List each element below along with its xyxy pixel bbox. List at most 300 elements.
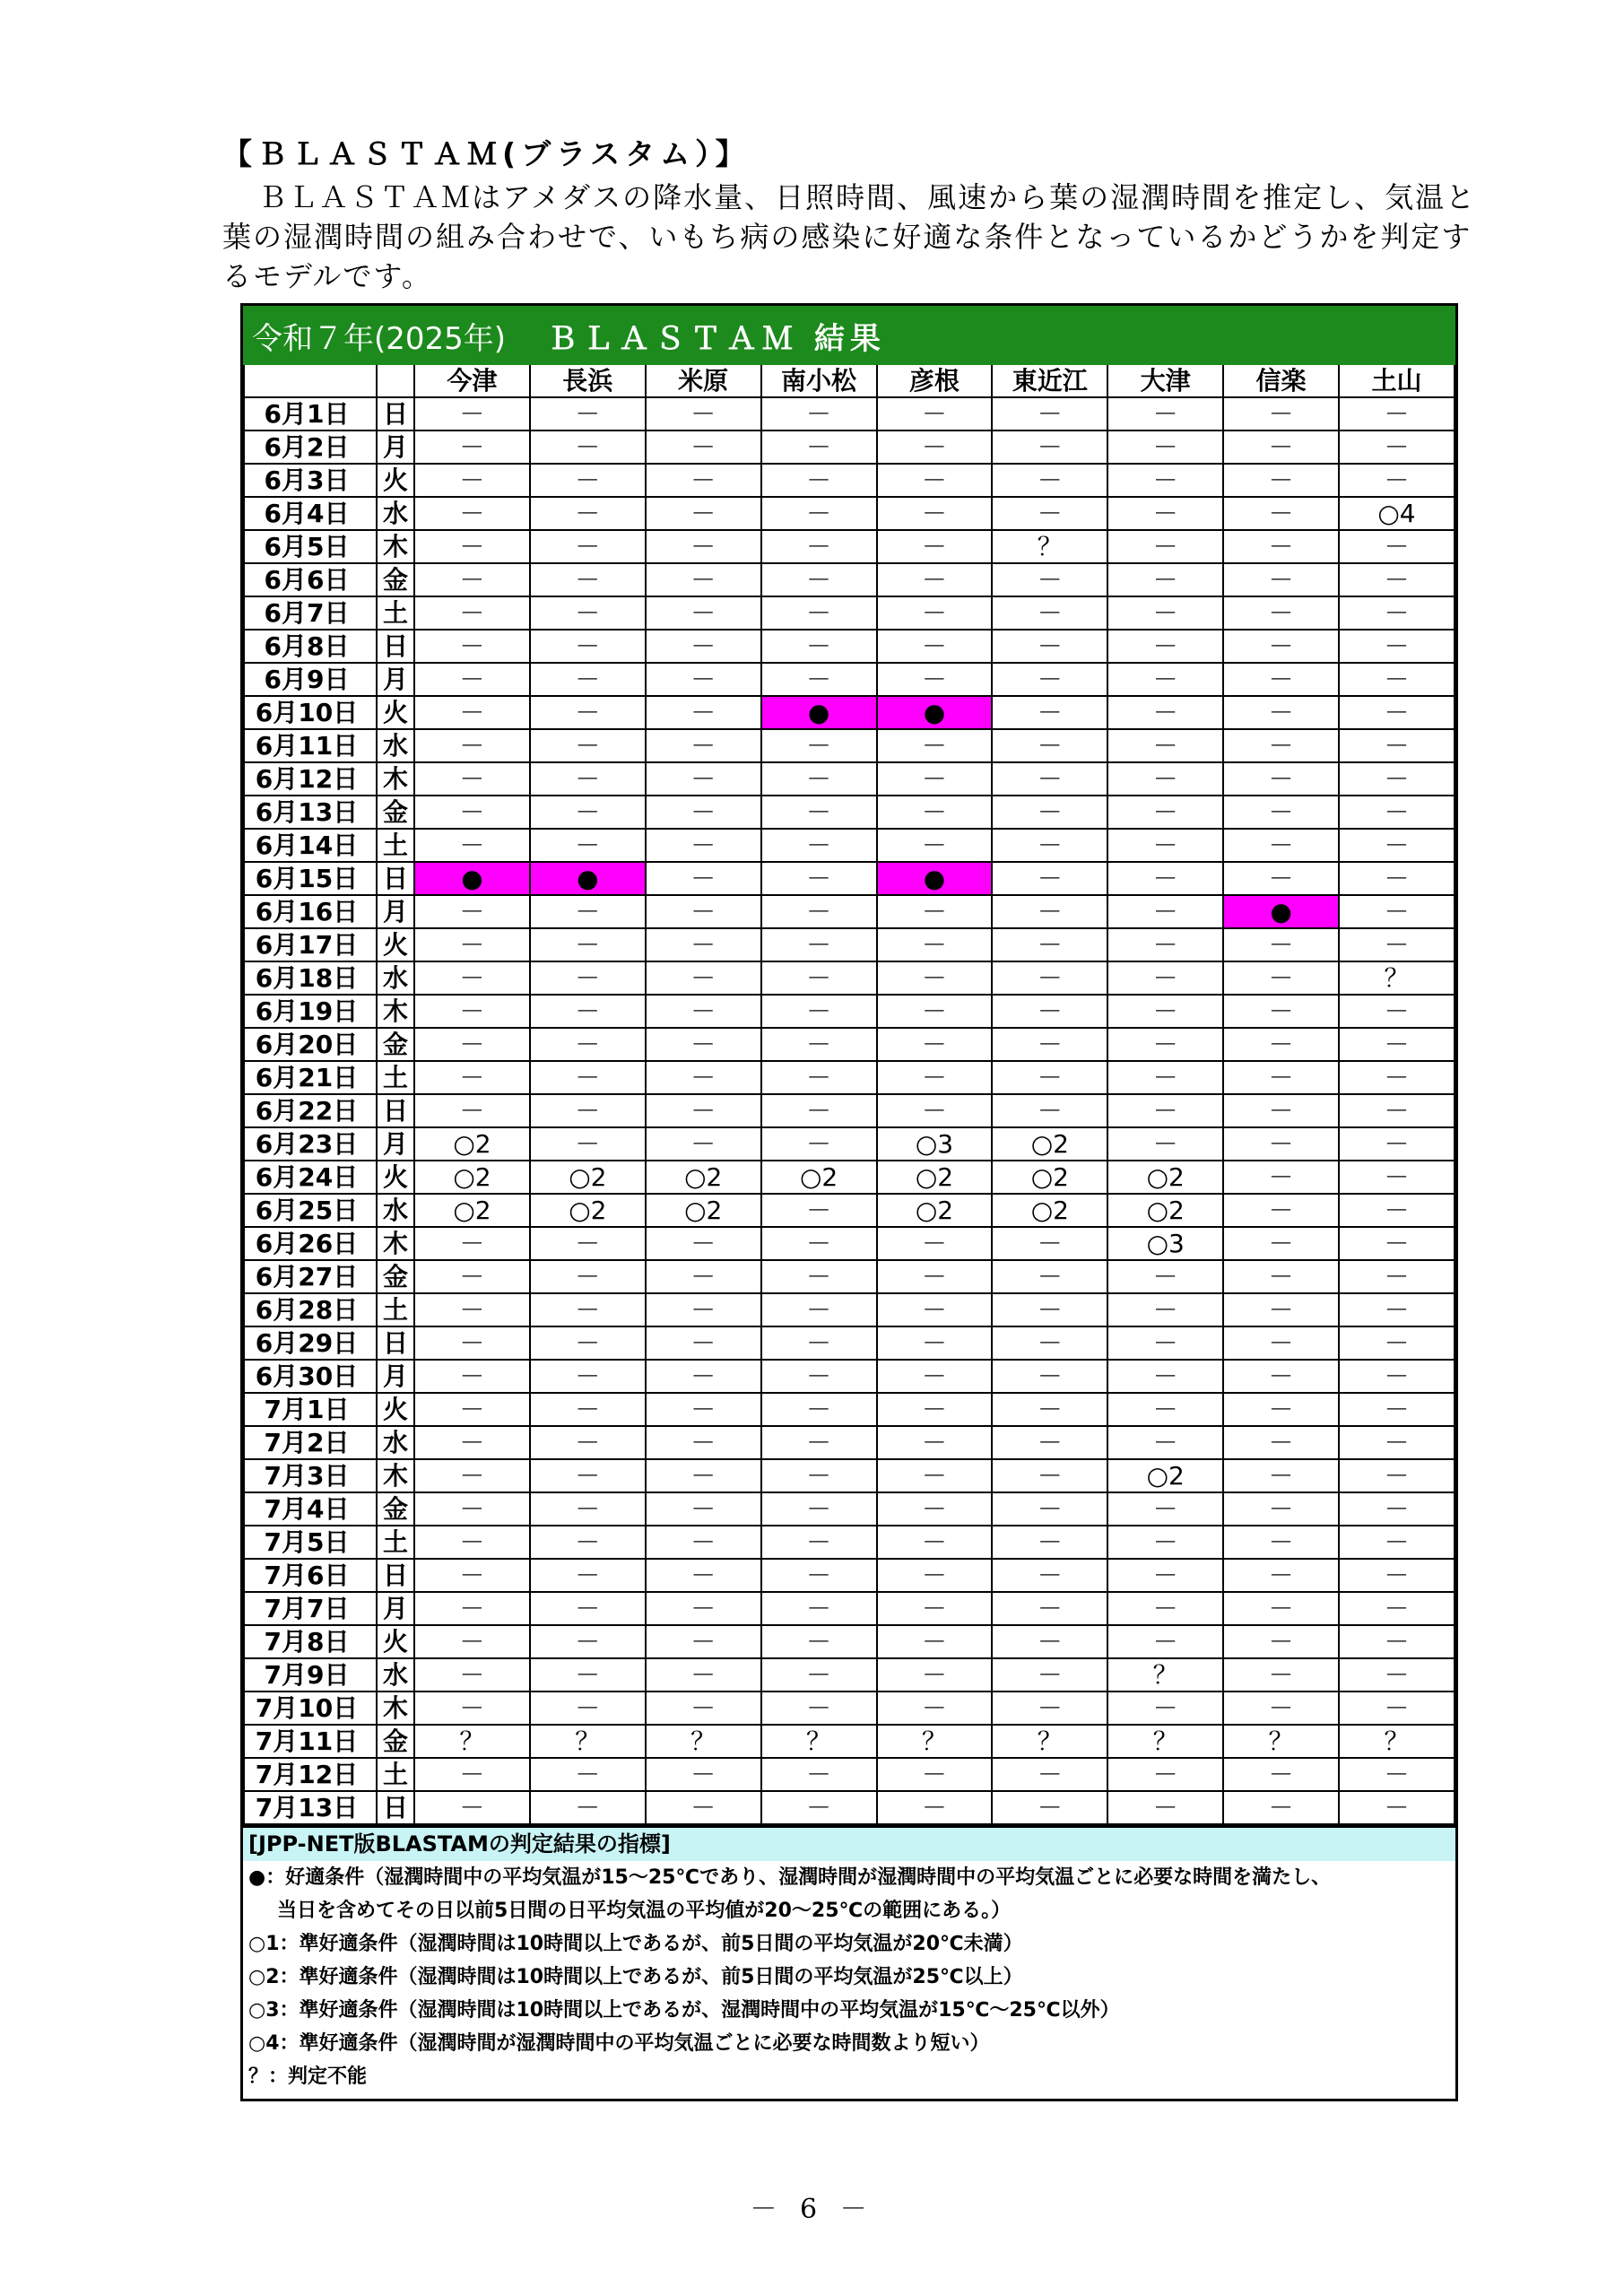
result-cell: － bbox=[1339, 1658, 1455, 1692]
result-cell: ○3 bbox=[1107, 1227, 1223, 1260]
weekday-cell: 金 bbox=[377, 1028, 414, 1061]
table-row bbox=[244, 1227, 1455, 1260]
result-cell: － bbox=[761, 1692, 877, 1725]
blastam-results-figure bbox=[240, 303, 1458, 2101]
result-cell: － bbox=[992, 1227, 1107, 1260]
weekday-cell: 土 bbox=[377, 596, 414, 630]
result-cell: － bbox=[1107, 1692, 1223, 1725]
result-cell: － bbox=[992, 1625, 1107, 1658]
date-cell: 6月19日 bbox=[244, 995, 377, 1028]
result-cell: － bbox=[992, 1393, 1107, 1426]
station-header-cell: 長浜 bbox=[530, 365, 646, 397]
result-cell: － bbox=[1107, 995, 1223, 1028]
table-row bbox=[244, 796, 1455, 829]
result-cell: ● bbox=[877, 696, 993, 729]
result-cell: － bbox=[992, 696, 1107, 729]
result-cell: － bbox=[877, 563, 993, 596]
weekday-cell: 金 bbox=[377, 563, 414, 596]
result-cell: － bbox=[1223, 596, 1339, 630]
result-cell: － bbox=[646, 928, 761, 961]
result-cell: － bbox=[877, 1326, 993, 1360]
date-cell: 7月13日 bbox=[244, 1791, 377, 1824]
result-cell: － bbox=[761, 1526, 877, 1559]
table-row bbox=[244, 464, 1455, 497]
result-cell: － bbox=[414, 1028, 530, 1061]
result-cell: ● bbox=[761, 696, 877, 729]
result-cell: － bbox=[761, 1592, 877, 1625]
result-cell: － bbox=[992, 1360, 1107, 1393]
weekday-cell: 火 bbox=[377, 928, 414, 961]
date-cell: 6月4日 bbox=[244, 497, 377, 530]
result-cell: － bbox=[414, 1758, 530, 1791]
result-cell: － bbox=[992, 729, 1107, 762]
result-cell: － bbox=[1107, 796, 1223, 829]
result-cell: － bbox=[992, 1526, 1107, 1559]
result-cell: － bbox=[646, 1459, 761, 1492]
result-cell: － bbox=[414, 1559, 530, 1592]
result-cell: － bbox=[646, 563, 761, 596]
weekday-cell: 土 bbox=[377, 829, 414, 862]
table-row bbox=[244, 1692, 1455, 1725]
result-cell: － bbox=[992, 1492, 1107, 1526]
result-cell: － bbox=[761, 1127, 877, 1161]
result-cell: － bbox=[761, 1393, 877, 1426]
result-cell: － bbox=[877, 1658, 993, 1692]
result-cell: － bbox=[1107, 1326, 1223, 1360]
date-cell: 7月11日 bbox=[244, 1725, 377, 1758]
result-cell: － bbox=[761, 530, 877, 563]
table-row bbox=[244, 762, 1455, 796]
legend-line: ○3：準好適条件（湿潤時間は10時間以上であるが、湿潤時間中の平均気温が15℃～25℃以外） bbox=[248, 1999, 1120, 2022]
result-cell: － bbox=[992, 895, 1107, 928]
table-row bbox=[244, 1360, 1455, 1393]
weekday-cell: 火 bbox=[377, 1625, 414, 1658]
station-header-cell: 土山 bbox=[1339, 365, 1455, 397]
result-cell: － bbox=[992, 1094, 1107, 1127]
result-cell: － bbox=[1107, 1625, 1223, 1658]
result-cell: － bbox=[414, 596, 530, 630]
result-cell: － bbox=[414, 663, 530, 696]
table-row bbox=[244, 430, 1455, 464]
table-row bbox=[244, 563, 1455, 596]
station-header-cell: 米原 bbox=[646, 365, 761, 397]
result-cell: － bbox=[530, 1592, 646, 1625]
result-cell: － bbox=[1223, 1127, 1339, 1161]
result-cell: － bbox=[992, 928, 1107, 961]
result-cell: － bbox=[877, 895, 993, 928]
legend-line: ●：好適条件（湿潤時間中の平均気温が15～25℃であり、湿潤時間が湿潤時間中の平均気温ごとに必要な時間を満たし、 bbox=[248, 1866, 1332, 1889]
result-cell: － bbox=[1223, 1492, 1339, 1526]
result-cell: － bbox=[1107, 1393, 1223, 1426]
result-cell: － bbox=[530, 729, 646, 762]
result-cell: － bbox=[1339, 995, 1455, 1028]
result-cell: － bbox=[1339, 1326, 1455, 1360]
date-cell: 6月10日 bbox=[244, 696, 377, 729]
result-cell: ？ bbox=[877, 1725, 993, 1758]
result-cell: － bbox=[761, 1559, 877, 1592]
table-row bbox=[244, 596, 1455, 630]
result-cell: － bbox=[1223, 995, 1339, 1028]
result-cell: － bbox=[992, 663, 1107, 696]
result-cell: － bbox=[1107, 497, 1223, 530]
result-cell: ● bbox=[530, 862, 646, 895]
station-header-cell: 大津 bbox=[1107, 365, 1223, 397]
result-cell: － bbox=[761, 961, 877, 995]
result-cell: － bbox=[761, 397, 877, 430]
result-cell: － bbox=[414, 696, 530, 729]
legend bbox=[243, 1825, 1455, 2099]
result-cell: － bbox=[1339, 430, 1455, 464]
weekday-cell: 月 bbox=[377, 895, 414, 928]
result-cell: － bbox=[877, 596, 993, 630]
result-cell: － bbox=[1223, 497, 1339, 530]
result-cell: － bbox=[414, 1426, 530, 1459]
result-cell: － bbox=[1107, 1592, 1223, 1625]
table-row bbox=[244, 1725, 1455, 1758]
date-cell: 7月6日 bbox=[244, 1559, 377, 1592]
result-cell: － bbox=[530, 762, 646, 796]
result-cell: － bbox=[414, 1625, 530, 1658]
result-cell: ○2 bbox=[992, 1161, 1107, 1194]
result-cell: ？ bbox=[1339, 961, 1455, 995]
weekday-cell: 日 bbox=[377, 1791, 414, 1824]
result-cell: － bbox=[761, 1791, 877, 1824]
result-cell: － bbox=[877, 1293, 993, 1326]
table-row bbox=[244, 663, 1455, 696]
date-cell: 6月18日 bbox=[244, 961, 377, 995]
weekday-cell: 土 bbox=[377, 1293, 414, 1326]
result-cell: － bbox=[761, 1028, 877, 1061]
result-cell: ○2 bbox=[1107, 1459, 1223, 1492]
result-cell: － bbox=[877, 663, 993, 696]
result-cell: － bbox=[761, 1459, 877, 1492]
result-cell: － bbox=[530, 1326, 646, 1360]
result-cell: － bbox=[646, 1061, 761, 1094]
result-cell: － bbox=[530, 1526, 646, 1559]
weekday-cell: 日 bbox=[377, 1326, 414, 1360]
result-cell: － bbox=[414, 1592, 530, 1625]
result-cell: － bbox=[1223, 663, 1339, 696]
result-cell: － bbox=[761, 1758, 877, 1791]
result-cell: － bbox=[646, 1127, 761, 1161]
weekday-header-cell bbox=[377, 365, 414, 397]
result-cell: － bbox=[761, 862, 877, 895]
result-cell: － bbox=[1339, 1094, 1455, 1127]
result-cell: － bbox=[1107, 397, 1223, 430]
result-cell: － bbox=[1223, 829, 1339, 862]
result-cell: － bbox=[1339, 1293, 1455, 1326]
result-cell: － bbox=[530, 1625, 646, 1658]
result-cell: － bbox=[1339, 862, 1455, 895]
result-cell: － bbox=[1339, 397, 1455, 430]
result-cell: － bbox=[1223, 1758, 1339, 1791]
weekday-cell: 月 bbox=[377, 663, 414, 696]
result-cell: － bbox=[646, 961, 761, 995]
result-cell: － bbox=[1223, 1194, 1339, 1227]
result-cell: － bbox=[992, 1293, 1107, 1326]
result-cell: － bbox=[761, 497, 877, 530]
weekday-cell: 木 bbox=[377, 1692, 414, 1725]
result-cell: － bbox=[1107, 1559, 1223, 1592]
result-cell: － bbox=[414, 1360, 530, 1393]
result-cell: － bbox=[646, 862, 761, 895]
result-cell: － bbox=[530, 1094, 646, 1127]
result-cell: － bbox=[646, 1227, 761, 1260]
result-cell: － bbox=[1223, 1791, 1339, 1824]
result-cell: － bbox=[646, 1559, 761, 1592]
result-cell: － bbox=[992, 762, 1107, 796]
result-cell: － bbox=[414, 397, 530, 430]
result-cell: － bbox=[761, 1492, 877, 1526]
station-header-cell: 東近江 bbox=[992, 365, 1107, 397]
table-row bbox=[244, 862, 1455, 895]
result-cell: － bbox=[414, 464, 530, 497]
date-cell: 6月6日 bbox=[244, 563, 377, 596]
result-cell: － bbox=[1223, 1559, 1339, 1592]
result-cell: － bbox=[1339, 1592, 1455, 1625]
result-cell: － bbox=[1107, 961, 1223, 995]
section-heading: 【ＢＬＡＳＴＡＭ(ブラスタム）】 bbox=[222, 136, 751, 171]
table-row bbox=[244, 630, 1455, 663]
result-cell: － bbox=[1223, 1692, 1339, 1725]
result-cell: － bbox=[877, 1559, 993, 1592]
station-header-cell: 信楽 bbox=[1223, 365, 1339, 397]
legend-line: ○2：準好適条件（湿潤時間は10時間以上であるが、前5日間の平均気温が25℃以上） bbox=[248, 1966, 1023, 1988]
result-cell: － bbox=[530, 1227, 646, 1260]
date-cell: 6月21日 bbox=[244, 1061, 377, 1094]
result-cell: － bbox=[992, 497, 1107, 530]
weekday-cell: 日 bbox=[377, 397, 414, 430]
result-cell: － bbox=[530, 1459, 646, 1492]
result-cell: － bbox=[992, 563, 1107, 596]
result-cell: － bbox=[530, 1061, 646, 1094]
result-cell: ○2 bbox=[414, 1127, 530, 1161]
date-cell: 6月14日 bbox=[244, 829, 377, 862]
result-cell: － bbox=[1107, 1526, 1223, 1559]
result-cell: － bbox=[1107, 1061, 1223, 1094]
result-cell: － bbox=[530, 829, 646, 862]
date-cell: 6月7日 bbox=[244, 596, 377, 630]
result-cell: － bbox=[1223, 530, 1339, 563]
table-row bbox=[244, 961, 1455, 995]
result-cell: － bbox=[1107, 762, 1223, 796]
table-row bbox=[244, 829, 1455, 862]
date-cell: 6月15日 bbox=[244, 862, 377, 895]
result-cell: － bbox=[761, 1227, 877, 1260]
table-row bbox=[244, 1326, 1455, 1360]
result-cell: ○2 bbox=[877, 1161, 993, 1194]
result-cell: ？ bbox=[1223, 1725, 1339, 1758]
result-cell: － bbox=[1223, 1658, 1339, 1692]
result-cell: － bbox=[1107, 596, 1223, 630]
result-cell: － bbox=[414, 829, 530, 862]
result-cell: － bbox=[877, 464, 993, 497]
result-cell: － bbox=[530, 663, 646, 696]
result-cell: － bbox=[761, 596, 877, 630]
table-row bbox=[244, 397, 1455, 430]
legend-line: 当日を含めてその日以前5日間の日平均気温の平均値が20～25℃の範囲にある。） bbox=[277, 1900, 1012, 1922]
result-cell: － bbox=[530, 1127, 646, 1161]
result-cell: － bbox=[646, 1360, 761, 1393]
weekday-cell: 木 bbox=[377, 1459, 414, 1492]
result-cell: － bbox=[1107, 464, 1223, 497]
result-cell: － bbox=[1339, 796, 1455, 829]
station-header-cell: 今津 bbox=[414, 365, 530, 397]
result-cell: － bbox=[761, 928, 877, 961]
date-cell: 6月1日 bbox=[244, 397, 377, 430]
result-cell: － bbox=[530, 1028, 646, 1061]
result-cell: ？ bbox=[414, 1725, 530, 1758]
result-cell: － bbox=[414, 1658, 530, 1692]
result-cell: － bbox=[1107, 729, 1223, 762]
result-cell: － bbox=[1223, 1028, 1339, 1061]
date-cell: 7月5日 bbox=[244, 1526, 377, 1559]
result-cell: ● bbox=[1223, 895, 1339, 928]
result-cell: － bbox=[1223, 862, 1339, 895]
result-cell: － bbox=[414, 1260, 530, 1293]
result-cell: － bbox=[646, 663, 761, 696]
table-row bbox=[244, 1194, 1455, 1227]
station-header-cell: 南小松 bbox=[761, 365, 877, 397]
result-cell: － bbox=[761, 1625, 877, 1658]
result-cell: － bbox=[646, 796, 761, 829]
result-cell: － bbox=[646, 1492, 761, 1526]
result-cell: － bbox=[992, 1260, 1107, 1293]
result-cell: ● bbox=[877, 862, 993, 895]
result-cell: － bbox=[646, 1658, 761, 1692]
result-cell: ○2 bbox=[414, 1194, 530, 1227]
result-cell: － bbox=[530, 596, 646, 630]
result-cell: － bbox=[1107, 1094, 1223, 1127]
date-cell: 6月29日 bbox=[244, 1326, 377, 1360]
weekday-cell: 金 bbox=[377, 796, 414, 829]
result-cell: － bbox=[530, 995, 646, 1028]
result-cell: － bbox=[1107, 696, 1223, 729]
date-cell: 6月27日 bbox=[244, 1260, 377, 1293]
station-header-cell: 彦根 bbox=[877, 365, 993, 397]
result-cell: － bbox=[530, 796, 646, 829]
result-cell: － bbox=[992, 1758, 1107, 1791]
result-cell: － bbox=[530, 1658, 646, 1692]
result-cell: － bbox=[1339, 1526, 1455, 1559]
date-cell: 6月30日 bbox=[244, 1360, 377, 1393]
result-cell: － bbox=[414, 762, 530, 796]
legend-line: ？：判定不能 bbox=[248, 2066, 368, 2088]
result-cell: － bbox=[1107, 1360, 1223, 1393]
result-cell: － bbox=[530, 1791, 646, 1824]
result-cell: － bbox=[761, 1061, 877, 1094]
result-cell: － bbox=[992, 1559, 1107, 1592]
result-cell: － bbox=[530, 563, 646, 596]
result-cell: － bbox=[877, 1526, 993, 1559]
result-cell: ○2 bbox=[414, 1161, 530, 1194]
date-cell: 6月2日 bbox=[244, 430, 377, 464]
date-cell: 7月2日 bbox=[244, 1426, 377, 1459]
result-cell: － bbox=[646, 596, 761, 630]
result-cell: － bbox=[992, 1326, 1107, 1360]
legend-line: ○4：準好適条件（湿潤時間が湿潤時間中の平均気温ごとに必要な時間数より短い） bbox=[248, 2032, 990, 2055]
result-cell: － bbox=[646, 895, 761, 928]
table-row bbox=[244, 1459, 1455, 1492]
table-row bbox=[244, 1293, 1455, 1326]
result-cell: － bbox=[1339, 1426, 1455, 1459]
date-cell: 7月8日 bbox=[244, 1625, 377, 1658]
result-cell: － bbox=[1223, 1393, 1339, 1426]
table-row bbox=[244, 1758, 1455, 1791]
result-cell: － bbox=[877, 397, 993, 430]
result-cell: － bbox=[646, 1293, 761, 1326]
result-cell: － bbox=[1223, 796, 1339, 829]
result-cell: － bbox=[646, 464, 761, 497]
result-cell: － bbox=[1339, 630, 1455, 663]
result-cell: － bbox=[1339, 1492, 1455, 1526]
table-row bbox=[244, 1592, 1455, 1625]
table-row bbox=[244, 1127, 1455, 1161]
result-cell: － bbox=[761, 464, 877, 497]
result-cell: － bbox=[646, 1028, 761, 1061]
result-cell: － bbox=[1223, 464, 1339, 497]
banner-year: 令和７年(2025年) bbox=[252, 320, 507, 357]
result-cell: － bbox=[530, 1293, 646, 1326]
result-cell: － bbox=[992, 630, 1107, 663]
weekday-cell: 月 bbox=[377, 430, 414, 464]
intro-text bbox=[222, 178, 1478, 296]
result-cell: － bbox=[761, 1326, 877, 1360]
result-cell: ○2 bbox=[877, 1194, 993, 1227]
result-cell: － bbox=[414, 497, 530, 530]
table-row bbox=[244, 1426, 1455, 1459]
date-cell: 6月13日 bbox=[244, 796, 377, 829]
table-row bbox=[244, 995, 1455, 1028]
result-cell: － bbox=[1339, 1791, 1455, 1824]
result-cell: － bbox=[646, 762, 761, 796]
result-cell: － bbox=[1223, 762, 1339, 796]
date-cell: 7月1日 bbox=[244, 1393, 377, 1426]
table-row bbox=[244, 497, 1455, 530]
result-cell: － bbox=[1223, 1094, 1339, 1127]
result-cell: ○2 bbox=[992, 1194, 1107, 1227]
result-cell: － bbox=[646, 696, 761, 729]
result-cell: － bbox=[877, 1094, 993, 1127]
result-cell: － bbox=[646, 995, 761, 1028]
table-row bbox=[244, 1791, 1455, 1824]
result-cell: － bbox=[1339, 1260, 1455, 1293]
result-cell: － bbox=[1223, 1326, 1339, 1360]
result-cell: － bbox=[646, 1526, 761, 1559]
result-cell: － bbox=[1107, 1127, 1223, 1161]
result-cell: － bbox=[414, 1094, 530, 1127]
result-cell: － bbox=[414, 928, 530, 961]
result-cell: － bbox=[1107, 530, 1223, 563]
result-cell: － bbox=[992, 995, 1107, 1028]
weekday-cell: 火 bbox=[377, 1393, 414, 1426]
result-cell: － bbox=[530, 1692, 646, 1725]
weekday-cell: 水 bbox=[377, 1426, 414, 1459]
result-cell: － bbox=[877, 1028, 993, 1061]
result-cell: － bbox=[646, 1094, 761, 1127]
date-cell: 6月24日 bbox=[244, 1161, 377, 1194]
result-cell: － bbox=[877, 530, 993, 563]
result-cell: － bbox=[530, 430, 646, 464]
result-cell: － bbox=[1339, 1061, 1455, 1094]
date-cell: 6月16日 bbox=[244, 895, 377, 928]
result-cell: － bbox=[1223, 961, 1339, 995]
result-cell: － bbox=[414, 1393, 530, 1426]
result-cell: － bbox=[414, 530, 530, 563]
table-row bbox=[244, 1658, 1455, 1692]
result-cell: － bbox=[646, 430, 761, 464]
date-cell: 6月17日 bbox=[244, 928, 377, 961]
